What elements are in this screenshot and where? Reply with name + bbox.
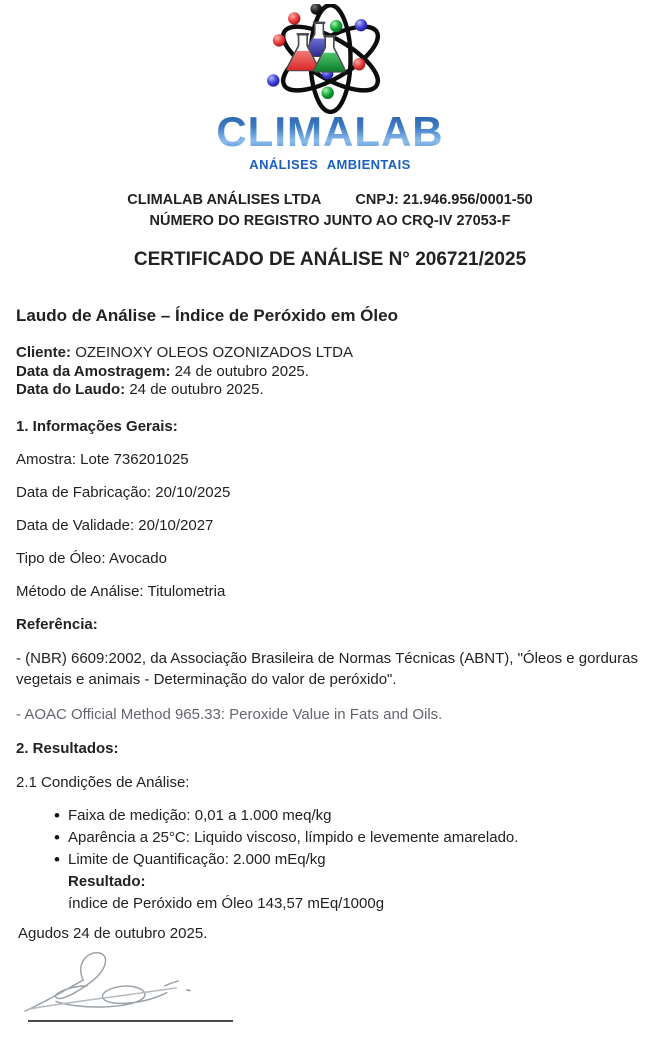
general-info-heading: 1. Informações Gerais: [16, 417, 178, 435]
list-item-quantification-limit: • Limite de Quantificação: 2.000 mEq/kg [16, 849, 644, 871]
info-item-sample: Amostra: Lote 736201025 [16, 450, 189, 468]
report-title: Laudo de Análise – Índice de Peróxido em Óleo [16, 306, 398, 325]
report-date-row [16, 381, 644, 400]
result-label: Resultado: [68, 872, 146, 890]
info-item-manufacture-date: Data de Fabricação: 20/10/2025 [16, 483, 231, 501]
sampling-date-label: Data da Amostragem: [16, 362, 171, 380]
brand-tagline: ANÁLISES AMBIENTAIS [249, 157, 411, 172]
conditions-list [16, 805, 644, 915]
client-block [16, 344, 644, 400]
registry-number-line: NÚMERO DO REGISTRO JUNTO AO CRQ-IV 27053-F [149, 213, 511, 229]
company-name: CLIMALAB ANÁLISES LTDA [127, 192, 322, 208]
list-item-appearance: • Aparência a 25°C: Liquido viscoso, límpido e levemente amarelado. [16, 827, 644, 849]
sampling-date-value: 24 de outubro 2025. [174, 362, 309, 380]
company-cnpj: CNPJ: 21.946.956/0001-50 [355, 192, 533, 208]
signature-line [28, 1020, 233, 1022]
client-value: OZEINOXY OLEOS OZONIZADOS LTDA [75, 344, 354, 361]
atom-flasks-icon [259, 4, 402, 114]
report-date-label: Data do Laudo: [16, 381, 126, 398]
sampling-date-row [16, 363, 644, 382]
info-item-method: Método de Análise: Titulometria [16, 582, 226, 600]
list-item-measuring-range: • Faixa de medição: 0,01 a 1.000 meq/kg [16, 805, 644, 827]
reference-aoac: - AOAC Official Method 965.33: Peroxide Value in Fats and Oils. [16, 705, 443, 723]
results-heading: 2. Resultados: [16, 739, 119, 757]
info-item-expiry-date: Data de Validade: 20/10/2027 [16, 516, 214, 534]
reference-heading: Referência: [16, 615, 98, 633]
brand-name: CLIMALAB [16, 110, 644, 154]
place-date: Agudos 24 de outubro 2025. [18, 924, 208, 942]
signature-block [16, 949, 644, 1022]
result-value: índice de Peróxido em Óleo 143,57 mEq/1000g [68, 894, 385, 912]
company-cnpj-line [16, 190, 644, 211]
logo-block [16, 0, 644, 172]
conditions-heading: 2.1 Condições de Análise: [16, 773, 190, 791]
client-row [16, 344, 644, 363]
info-item-oil-type: Tipo de Óleo: Avocado [16, 549, 167, 567]
client-label: Cliente: [16, 344, 72, 361]
corporate-header [16, 190, 644, 232]
certificate-title: CERTIFICADO DE ANÁLISE N° 206721/2025 [133, 249, 527, 270]
signature-scribble-icon [16, 949, 231, 1015]
reference-nbr: - (NBR) 6609:2002, da Associação Brasileira de Normas Técnicas (ABNT), "Óleos e gorduras vegetais e animais - Determinação do valor de peróxido". [16, 649, 638, 688]
report-date-value: 24 de outubro 2025. [129, 381, 264, 398]
